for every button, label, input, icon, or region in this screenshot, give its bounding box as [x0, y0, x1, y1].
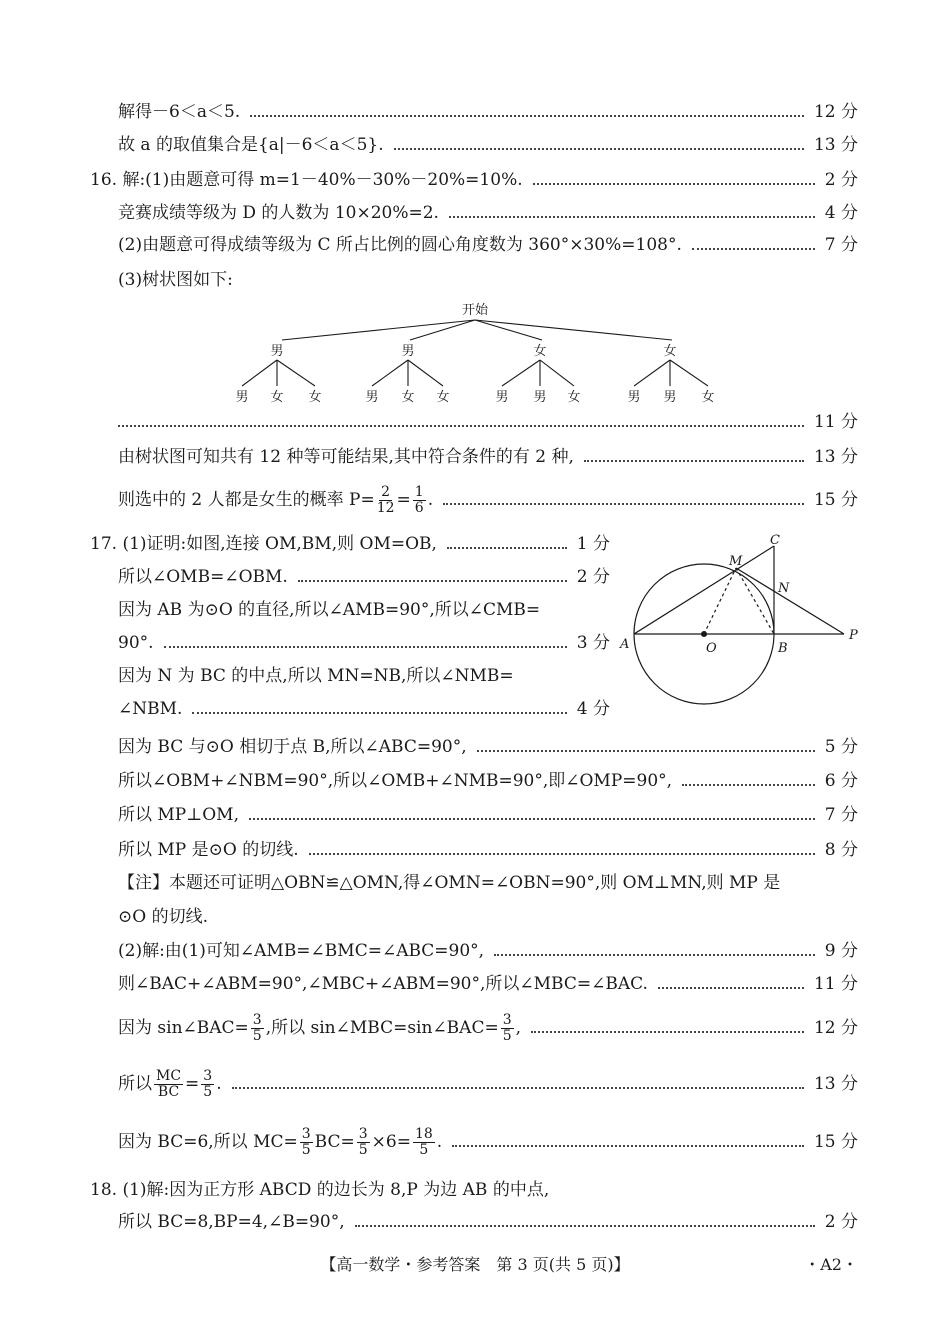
score: 13 分 — [813, 135, 858, 155]
leader-dots — [249, 818, 815, 820]
answer-line — [118, 629, 610, 657]
leader-dots — [443, 503, 804, 505]
answer-text: 因为 BC 与⊙O 相切于点 B,所以∠ABC=90°, — [118, 737, 467, 757]
answer-text: ∠NBM. — [118, 699, 183, 719]
answer-line — [118, 1124, 858, 1160]
answer-text: 所以 $\frac{MC}{BC}$ = $\frac{3}{5}$ . — [118, 1067, 222, 1100]
answer-text: 90°. — [118, 633, 154, 653]
tree-leaf: 男 — [235, 390, 249, 405]
page-footer: 【高一数学・参考答案 第 3 页(共 5 页)】 — [320, 1255, 630, 1274]
leader-dots — [394, 148, 804, 150]
leader-dots — [232, 1087, 804, 1089]
score: 2 分 — [576, 567, 610, 587]
answer-text: 16. 解:(1)由题意可得 m=1－40%－30%－20%=10%. — [90, 170, 523, 190]
point-label: B — [778, 641, 788, 656]
leader-dots — [164, 646, 567, 648]
score: 13 分 — [813, 447, 858, 467]
leader-dots — [452, 1145, 804, 1147]
score: 12 分 — [813, 102, 858, 122]
score: 7 分 — [824, 235, 858, 255]
fraction: $\frac{3}{5}$ — [252, 1011, 262, 1044]
score: 2 分 — [824, 1212, 858, 1232]
leader-dots — [477, 750, 815, 752]
score: 13 分 — [813, 1074, 858, 1094]
tree-node: 男 — [401, 344, 415, 359]
answer-line — [118, 483, 858, 517]
answer-line — [118, 231, 858, 259]
leader-dots — [309, 853, 815, 855]
tree-node: 女 — [663, 344, 677, 359]
point-label: C — [770, 533, 780, 548]
score: 7 分 — [824, 805, 858, 825]
point-label: O — [706, 641, 717, 656]
answer-text: 18. (1)解:因为正方形 ABCD 的边长为 8,P 为边 AB 的中点, — [90, 1180, 550, 1200]
fraction: $\frac{3}{5}$ — [301, 1125, 311, 1158]
tree-leaf: 男 — [533, 390, 547, 405]
tree-leaf: 男 — [663, 390, 677, 405]
answer-text: 所以∠OMB=∠OBM. — [118, 567, 288, 587]
point-label: P — [849, 628, 858, 643]
fraction: $\frac{2}{12}$ — [376, 483, 395, 516]
score: 4 分 — [576, 699, 610, 719]
score: 5 分 — [824, 737, 858, 757]
leader-dots — [118, 425, 804, 427]
answer-line — [90, 166, 858, 194]
leader-dots — [692, 248, 815, 250]
answer-text: 故 a 的取值集合是{a|－6＜a＜5}. — [118, 135, 384, 155]
leader-dots — [584, 460, 804, 462]
score: 11 分 — [813, 412, 858, 432]
answer-text: 解得－6＜a＜5. — [118, 102, 241, 122]
score: 4 分 — [824, 203, 858, 223]
leader-dots — [531, 1031, 804, 1033]
leader-dots — [355, 1225, 815, 1227]
answer-text: 因为 AB 为⊙O 的直径,所以∠AMB=90°,所以∠CMB= — [118, 600, 541, 620]
answer-line — [118, 767, 858, 795]
answer-line — [118, 836, 858, 864]
answer-line — [118, 937, 858, 965]
score: 15 分 — [813, 490, 858, 510]
score: 3 分 — [576, 633, 610, 653]
tree-root: 开始 — [461, 303, 489, 318]
score: 8 分 — [824, 840, 858, 860]
answer-line — [118, 98, 858, 126]
answer-text: (2)由题意可得成绩等级为 C 所占比例的圆心角度数为 360°×30%=108°. — [118, 235, 682, 255]
leader-dots — [682, 784, 815, 786]
answer-text: 所以 MP 是⊙O 的切线. — [118, 840, 299, 860]
answer-text: 所以∠OBM+∠NBM=90°,所以∠OMB+∠NMB=90°,即∠OMP=90°, — [118, 771, 673, 791]
tree-leaf: 女 — [701, 390, 715, 405]
leader-dots — [449, 216, 815, 218]
answer-line — [118, 1208, 858, 1236]
tree-leaf: 男 — [495, 390, 509, 405]
leader-dots — [250, 115, 804, 117]
answer-line — [118, 563, 610, 591]
score: 2 分 — [824, 170, 858, 190]
answer-text: (3)树状图如下: — [118, 270, 233, 290]
tree-leaf: 女 — [308, 390, 322, 405]
tree-leaf: 女 — [401, 390, 415, 405]
answer-text: 因为 sin∠BAC= $\frac{3}{5}$ ,所以 sin∠MBC=sin∠BAC= $\frac{3}{5}$ , — [118, 1011, 522, 1044]
answer-line — [118, 970, 858, 998]
fraction: $\frac{3}{5}$ — [358, 1125, 368, 1158]
point-label: N — [778, 581, 790, 596]
answer-text: 由树状图可知共有 12 种等可能结果,其中符合条件的有 2 种, — [118, 447, 574, 467]
answer-text: 因为 BC=6,所以 MC= $\frac{3}{5}$ BC= $\frac{3}{5}$ ×6= $\frac{18}{5}$ . — [118, 1125, 443, 1158]
leader-dots — [447, 547, 567, 549]
tree-diagram — [220, 296, 720, 411]
tree-leaf: 女 — [567, 390, 581, 405]
answer-text: 因为 N 为 BC 的中点,所以 MN=NB,所以∠NMB= — [118, 666, 514, 686]
tree-leaf: 男 — [627, 390, 641, 405]
score: 15 分 — [813, 1132, 858, 1152]
answer-line — [118, 1010, 858, 1046]
answer-text: 所以 MP⊥OM, — [118, 805, 239, 825]
leader-dots — [494, 954, 815, 956]
leader-dots — [192, 712, 566, 714]
fraction: $\frac{1}{6}$ — [414, 483, 424, 516]
answer-text: 则∠BAC+∠ABM=90°,∠MBC+∠ABM=90°,所以∠MBC=∠BAC. — [118, 974, 648, 994]
answer-line — [118, 1066, 858, 1102]
leader-dots — [298, 580, 567, 582]
fraction: $\frac{MC}{BC}$ — [156, 1067, 182, 1100]
answer-text: 竞赛成绩等级为 D 的人数为 10×20%=2. — [118, 203, 439, 223]
leader-dots — [533, 183, 815, 185]
score: 1 分 — [576, 534, 610, 554]
score: 11 分 — [813, 974, 858, 994]
score: 12 分 — [813, 1018, 858, 1038]
score: 6 分 — [824, 771, 858, 791]
point-label: M — [729, 554, 743, 569]
tree-leaf: 女 — [436, 390, 450, 405]
tree-leaf: 女 — [270, 390, 284, 405]
fraction: $\frac{3}{5}$ — [502, 1011, 512, 1044]
answer-line — [90, 1176, 858, 1204]
answer-line — [118, 408, 858, 436]
leader-dots — [658, 987, 804, 989]
page-code: ・A2・ — [804, 1255, 858, 1274]
score: 9 分 — [824, 941, 858, 961]
answer-line — [118, 131, 858, 159]
answer-line — [90, 530, 610, 558]
answer-line — [118, 801, 858, 829]
answer-text: (2)解:由(1)可知∠AMB=∠BMC=∠ABC=90°, — [118, 941, 485, 961]
tree-leaf: 男 — [365, 390, 379, 405]
note-text: ⊙O 的切线. — [118, 907, 208, 927]
answer-text: 17. (1)证明:如图,连接 OM,BM,则 OM=OB, — [90, 534, 437, 554]
tree-node: 男 — [270, 344, 284, 359]
answer-line — [118, 199, 858, 227]
note-text: 【注】本题还可证明△OBN≌△OMN,得∠OMN=∠OBN=90°,则 OM⊥MN,则 MP 是 — [118, 873, 781, 893]
tree-node: 女 — [533, 344, 547, 359]
point-label: A — [620, 637, 630, 652]
answer-line — [118, 695, 610, 723]
answer-text: 则选中的 2 人都是女生的概率 P= $\frac{2}{12}$ = $\frac{1}{6}$ . — [118, 483, 434, 516]
geometry-figure — [612, 526, 872, 736]
answer-line — [118, 733, 858, 761]
fraction: $\frac{3}{5}$ — [203, 1067, 213, 1100]
fraction: $\frac{18}{5}$ — [414, 1125, 433, 1158]
answer-text: 所以 BC=8,BP=4,∠B=90°, — [118, 1212, 345, 1232]
answer-line — [118, 443, 858, 471]
